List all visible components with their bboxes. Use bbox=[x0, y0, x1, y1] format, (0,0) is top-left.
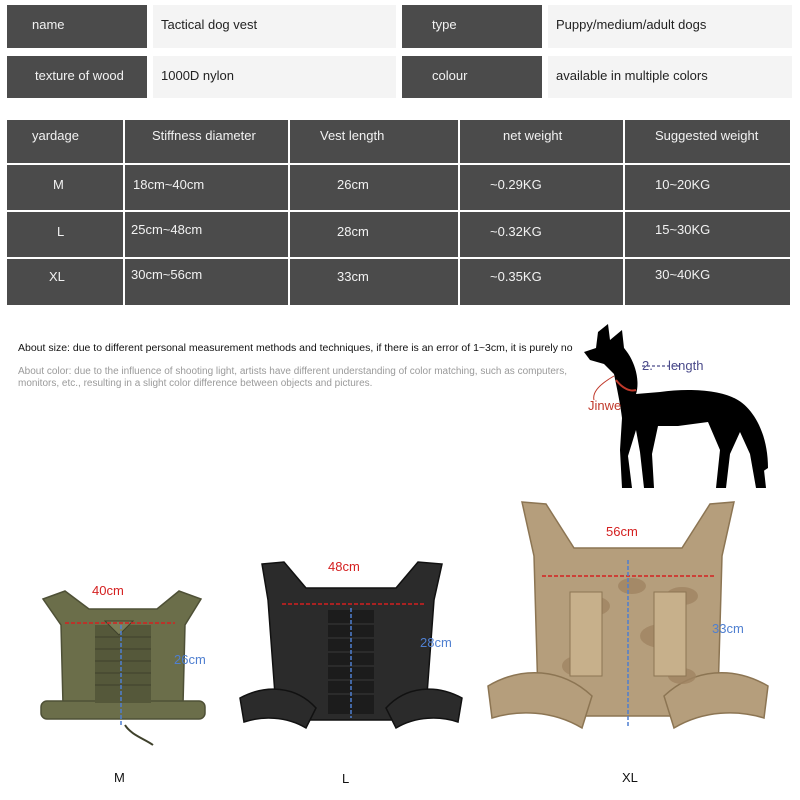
table-cell-size: L bbox=[7, 212, 123, 257]
table-cell-suggested-weight: 30~40KG bbox=[625, 259, 790, 305]
table-cell-net-weight: ~0.29KG bbox=[460, 165, 623, 210]
table-cell-size: M bbox=[7, 165, 123, 210]
spec-texture-label: texture of wood bbox=[7, 56, 147, 98]
vest-l-width: 48cm bbox=[328, 559, 360, 574]
table-cell-vest-length: 26cm bbox=[290, 165, 458, 210]
table-header-suggested-weight: Suggested weight bbox=[625, 120, 790, 163]
vest-xl-label: XL bbox=[622, 770, 638, 785]
spec-name-value: Tactical dog vest bbox=[153, 5, 396, 48]
color-note: About color: due to the influence of shooting light, artists have different understanding of color matching, such as computers, monitors, etc., resulting in a slight color difference between objects and pictures. bbox=[18, 366, 568, 389]
size-table bbox=[7, 120, 790, 305]
vest-m-image bbox=[35, 585, 210, 750]
table-cell-suggested-weight: 15~30KG bbox=[625, 212, 790, 257]
table-header-net-weight: net weight bbox=[460, 120, 623, 163]
table-cell-stiffness: 25cm~48cm bbox=[125, 212, 288, 257]
table-cell-size: XL bbox=[7, 259, 123, 305]
table-header-vest-length: Vest length bbox=[290, 120, 458, 163]
vest-l-label: L bbox=[342, 771, 350, 786]
table-cell-vest-length: 28cm bbox=[290, 212, 458, 257]
table-cell-net-weight: ~0.32KG bbox=[460, 212, 623, 257]
size-note: About size: due to different personal measurement methods and techniques, if there is an error of 1~3cm, it is purely no bbox=[18, 342, 573, 354]
diagram-neck-label: Jinwe bbox=[588, 398, 622, 413]
dog-silhouette-diagram bbox=[570, 322, 780, 497]
table-cell-suggested-weight: 10~20KG bbox=[625, 165, 790, 210]
spec-type-label: type bbox=[402, 5, 542, 48]
table-cell-vest-length: 33cm bbox=[290, 259, 458, 305]
vest-l-image bbox=[236, 558, 466, 743]
table-header-yardage: yardage bbox=[7, 120, 123, 163]
vest-xl-width: 56cm bbox=[606, 524, 638, 539]
diagram-number-label: 2. bbox=[642, 358, 653, 373]
vest-m-height: 26cm bbox=[174, 652, 206, 667]
spec-colour-label: colour bbox=[402, 56, 542, 98]
spec-colour-value: available in multiple colors bbox=[548, 56, 792, 98]
table-header-stiffness: Stiffness diameter bbox=[125, 120, 288, 163]
vest-m-label: M bbox=[114, 770, 125, 785]
spec-type-value: Puppy/medium/adult dogs bbox=[548, 5, 792, 48]
vest-m-width: 40cm bbox=[92, 583, 124, 598]
table-cell-stiffness: 18cm~40cm bbox=[125, 165, 288, 210]
spec-texture-value: 1000D nylon bbox=[153, 56, 396, 98]
diagram-length-label: length bbox=[668, 358, 704, 373]
table-cell-stiffness: 30cm~56cm bbox=[125, 259, 288, 305]
vest-l-height: 28cm bbox=[420, 635, 452, 650]
vest-xl-height: 33cm bbox=[712, 621, 744, 636]
table-cell-net-weight: ~0.35KG bbox=[460, 259, 623, 305]
spec-name-label: name bbox=[7, 5, 147, 48]
